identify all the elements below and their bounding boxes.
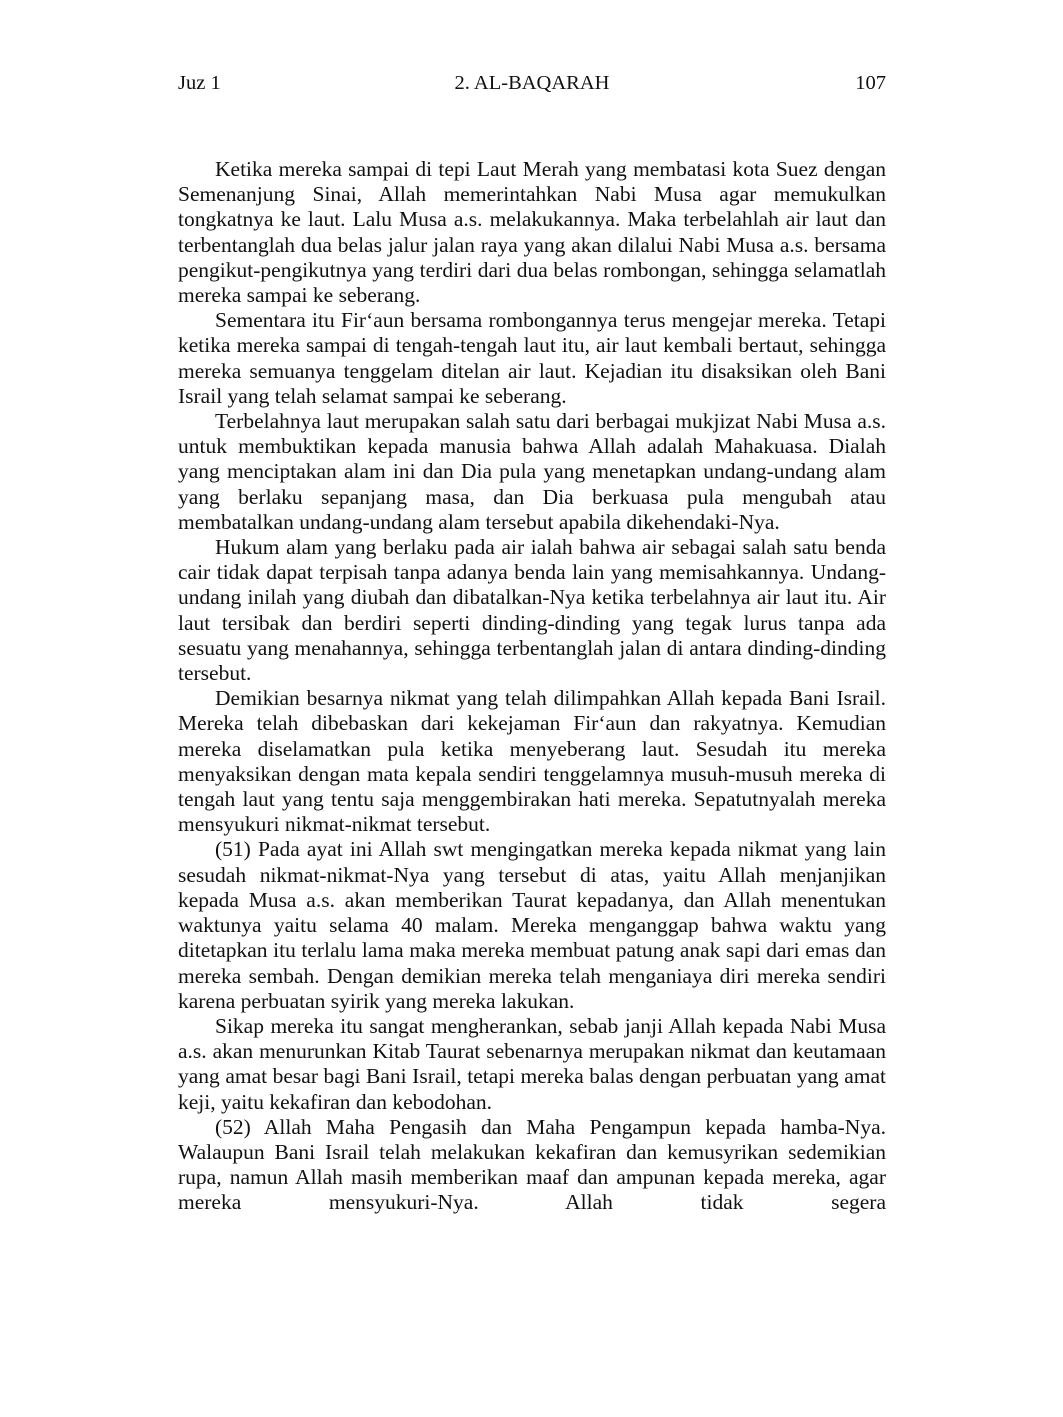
paragraph: Ketika mereka sampai di tepi Laut Merah yang membatasi kota Suez dengan Semenanjung Sinai, Allah memerintahkan Nabi Musa agar memukulkan tongkatnya ke laut. Lalu Musa a.s. melakukannya. Maka terbelahlah air laut dan terbentanglah dua belas jalur jalan raya yang akan dilalui Nabi Musa a.s. bersama pengikut-pengikutnya yang terdiri dari dua belas rombongan, sehingga selamatlah mereka sampai ke seberang. <box>178 157 886 308</box>
running-header <box>178 72 886 102</box>
page-number: 107 <box>855 72 886 94</box>
paragraph: Sementara itu Fir‘aun bersama rombongannya terus mengejar mereka. Tetapi ketika mereka sampai di tengah-tengah laut itu, air laut kembali bertaut, sehingga mereka semuanya tenggelam ditelan air laut. Kejadian itu disaksikan oleh Bani Israil yang telah selamat sampai ke seberang. <box>178 308 886 408</box>
paragraph: Sikap mereka itu sangat mengherankan, sebab janji Allah kepada Nabi Musa a.s. akan menurunkan Kitab Taurat sebenarnya merupakan nikmat dan keutamaan yang amat besar bagi Bani Israil, tetapi mereka balas dengan perbuatan yang amat keji, yaitu kekafiran dan kebodohan. <box>178 1013 886 1114</box>
paragraph: Hukum alam yang berlaku pada air ialah bahwa air sebagai salah satu benda cair tidak dapat terpisah tanpa adanya benda lain yang memisahkannya. Undang-undang inilah yang diubah dan dibatalkan-Nya ketika terbelahnya air laut itu. Air laut tersibak dan berdiri seperti dinding-dinding yang tegak lurus tanpa ada sesuatu yang menahannya, sehingga terbentanglah jalan di antara dinding-dinding tersebut. <box>178 535 886 686</box>
surah-title: 2. AL-BAQARAH <box>454 72 610 94</box>
paragraph: (51) Pada ayat ini Allah swt mengingatkan mereka kepada nikmat yang lain sesudah nikmat-nikmat-Nya yang tersebut di atas, yaitu Allah menjanjikan kepada Musa a.s. akan memberikan Taurat kepadanya, dan Allah menentukan waktunya yaitu selama 40 malam. Mereka menganggap bahwa waktu yang ditetapkan itu terlalu lama maka mereka membuat patung anak sapi dari emas dan mereka sembah. Dengan demikian mereka telah menganiaya diri mereka sendiri karena perbuatan syirik yang mereka lakukan. <box>178 837 886 1013</box>
body-text <box>178 157 886 1216</box>
juz-label: Juz 1 <box>178 72 221 94</box>
paragraph: (52) Allah Maha Pengasih dan Maha Pengampun kepada hamba-Nya. Walaupun Bani Israil telah melakukan kekafiran dan kemusyrikan sedemikian rupa, namun Allah masih memberikan maaf dan ampunan kepada mereka, agar mereka mensyukuri-Nya. Allah tidak segera <box>178 1114 886 1215</box>
paragraph: Terbelahnya laut merupakan salah satu dari berbagai mukjizat Nabi Musa a.s. untuk membuktikan kepada manusia bahwa Allah adalah Mahakuasa. Dialah yang menciptakan alam ini dan Dia pula yang menetapkan undang-undang alam yang berlaku sepanjang masa, dan Dia berkuasa pula mengubah atau membatalkan undang-undang alam tersebut apabila dikehendaki-Nya. <box>178 409 886 534</box>
paragraph: Demikian besarnya nikmat yang telah dilimpahkan Allah kepada Bani Israil. Mereka telah dibebaskan dari kekejaman Fir‘aun dan rakyatnya. Kemudian mereka diselamatkan pula ketika menyeberang laut. Sesudah itu mereka menyaksikan dengan mata kepala sendiri tenggelamnya musuh-musuh mereka di tengah laut yang tentu saja menggembirakan hati mereka. Sepatutnyalah mereka mensyukuri nikmat-nikmat tersebut. <box>178 686 886 837</box>
